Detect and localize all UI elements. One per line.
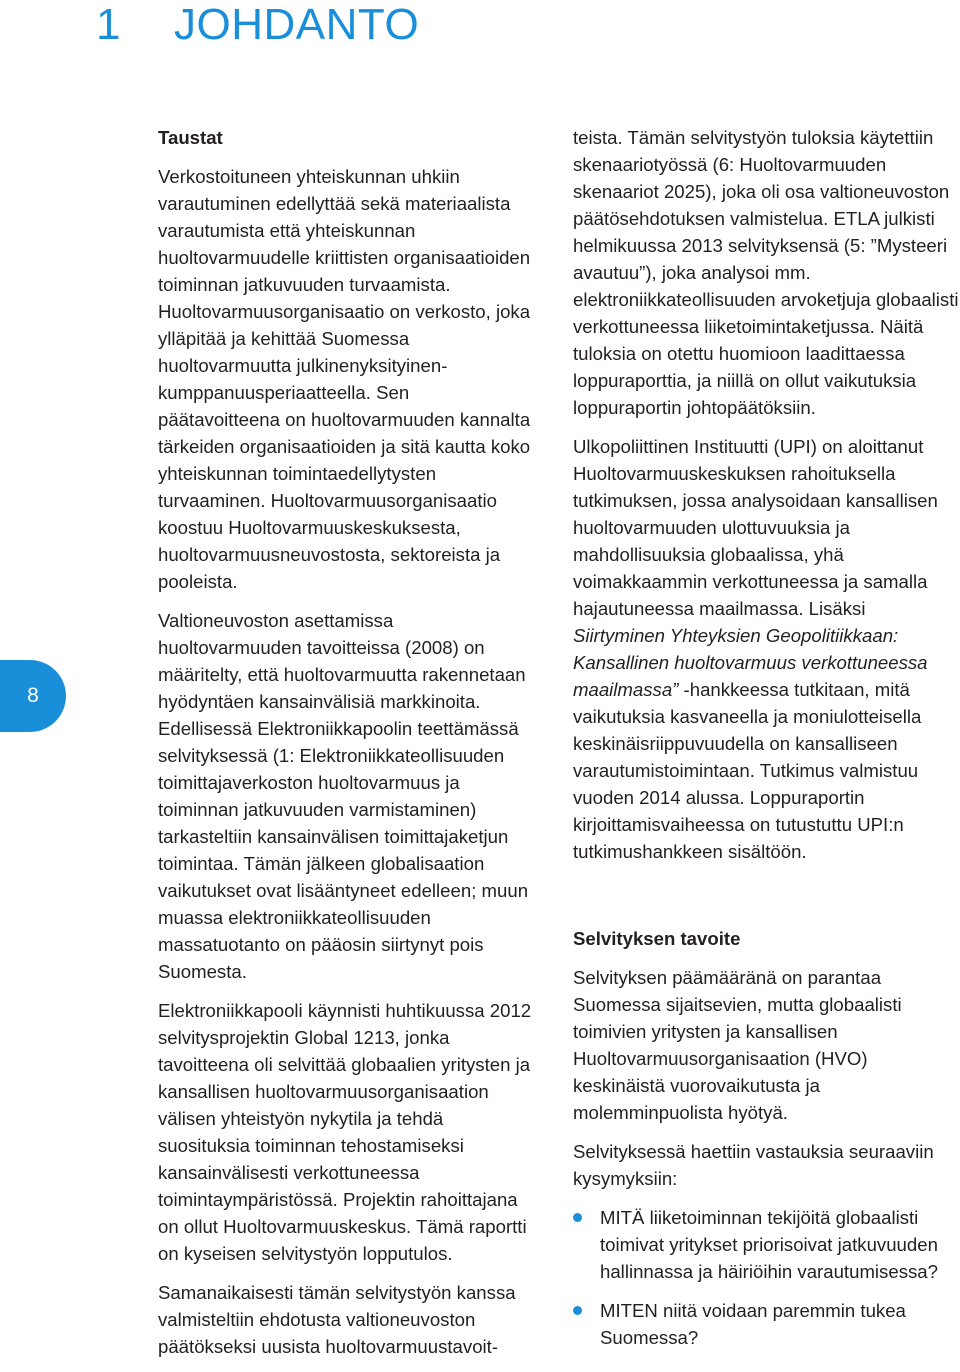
body-text: -hankkeessa tutkitaan, mitä vaikutuksia kasvaneella ja moniulotteisella keskinäisriippuvuudella on kansalliseen varautumistoimintaan. Tutkimus valmistuu vuoden 2014 alussa. Loppuraportin kirjoittamisvaiheessa on tutustuttu UPI:n tutkimushankkeen sisältöön. (573, 679, 922, 862)
body-text: Ulkopoliittinen Instituutti (UPI) on aloittanut Huoltovarmuuskeskuksen rahoituksella tutkimuksen, jossa analysoidaan kansallisen huoltovarmuuden ulottuvuuksia ja mahdollisuuksia globaalissa, yhä voimakkaammin verkottuneessa ja samalla hajautuneessa maailmassa. Lisäksi (573, 436, 938, 619)
list-item (573, 1204, 959, 1285)
list-item-text: MITÄ liiketoiminnan tekijöitä globaalisti toimivat yritykset priorisoivat jatkuvuuden hallinnassa ja häiriöihin varautumisessa? (600, 1207, 938, 1282)
chapter-name: JOHDANTO (174, 0, 420, 49)
section-heading-selvityksen-tavoite: Selvityksen tavoite (573, 928, 741, 949)
page-number-tab (0, 660, 66, 732)
chapter-title (96, 0, 419, 50)
list-item (573, 1297, 959, 1351)
body-paragraph: teista. Tämän selvitystyön tuloksia käytettiin skenaariotyössä (6: Huoltovarmuuden skenaariot 2025), joka oli osa valtioneuvoston päätösehdotuksen valmistelua. ETLA julkisti helmikuussa 2013 selvityksensä (5: ”Mysteeri avautuu”), joka analysoi mm. elektroniikkateollisuuden arvoketjuja globaalisti verkottuneessa liiketoimintaketjussa. Näitä tuloksia on otettu huomioon laadittaessa loppuraporttia, ja niillä on ollut vaikutuksia loppuraportin johtopäätöksiin. (573, 127, 959, 418)
bullet-dot-icon (573, 1306, 582, 1315)
left-column (158, 124, 536, 1372)
page-number: 8 (27, 684, 39, 707)
chapter-number: 1 (96, 0, 121, 49)
body-paragraph (573, 433, 959, 865)
project-title-italic: Siirtyminen Yhteyksien Geopolitiikkaan: Kansallinen huoltovarmuus verkottuneessa maailmassa” (573, 625, 928, 700)
bullet-dot-icon (573, 1213, 582, 1222)
right-column (573, 124, 959, 1363)
body-paragraph: Valtioneuvoston asettamissa huoltovarmuuden tavoitteissa (2008) on määritelty, että huoltovarmuutta rakennetaan hyödyntäen kansainvälisiä markkinoita. Edellisessä Elektroniikkapoolin teettämässä selvityksessä (1: Elektroniikkateollisuuden toimittajaverkoston huoltovarmuus ja toiminnan jatkuvuuden varmistaminen) tarkasteltiin kansainvälisen toimittajaketjun toimintaa. Tämän jälkeen globalisaation vaikutukset ovat lisääntyneet edelleen; muun muassa elektroniikkateollisuuden massatuotanto on pääosin siirtynyt pois Suomesta. (158, 610, 529, 982)
body-paragraph: Elektroniikkapooli käynnisti huhtikuussa 2012 selvitysprojektin Global 1213, jonka tavoitteena oli selvittää globaalien yritysten ja kansallisen huoltovarmuusorganisaation välisen yhteistyön nykytila ja tehdä suosituksia toiminnan tehostamiseksi kansainvälisesti verkottuneessa toimintaympäristössä. Projektin rahoittajana on ollut Huoltovarmuuskeskus. Tämä raportti on kyseisen selvitystyön lopputulos. (158, 1000, 532, 1264)
body-paragraph: Selvityksen päämääränä on parantaa Suomessa sijaitsevien, mutta globaalisti toimivien yritysten ja kansallisen Huoltovarmuusorganisaation (HVO) keskinäistä vuorovaikutusta ja molemminpuolista hyötyä. (573, 967, 902, 1123)
body-paragraph: Selvityksessä haettiin vastauksia seuraaviin kysymyksiin: (573, 1141, 934, 1189)
list-item-text: MITEN niitä voidaan paremmin tukea Suomessa? (600, 1300, 906, 1348)
question-list (573, 1204, 959, 1351)
section-heading-taustat: Taustat (158, 127, 223, 148)
body-paragraph: Samanaikaisesti tämän selvitystyön kanssa valmisteltiin ehdotusta valtioneuvoston päätökseksi uusista huoltovarmuustavoit- (158, 1282, 516, 1357)
body-paragraph: Verkostoituneen yhteiskunnan uhkiin varautuminen edellyttää sekä materiaalista varautumista että yhteiskunnan huoltovarmuudelle kriittisten organisaatioiden toiminnan jatkuvuuden turvaamista. Huoltovarmuusorganisaatio on verkosto, joka ylläpitää ja kehittää Suomessa huoltovarmuutta julkinenyksityinen-kumppanuusperiaatteella. Sen päätavoitteena on huoltovarmuuden kannalta tärkeiden organisaatioiden ja sitä kautta koko yhteiskunnan toimintaedellytysten turvaaminen. Huoltovarmuusorganisaatio koostuu Huoltovarmuuskeskuksesta, huoltovarmuusneuvostosta, sektoreista ja pooleista. (158, 166, 531, 592)
